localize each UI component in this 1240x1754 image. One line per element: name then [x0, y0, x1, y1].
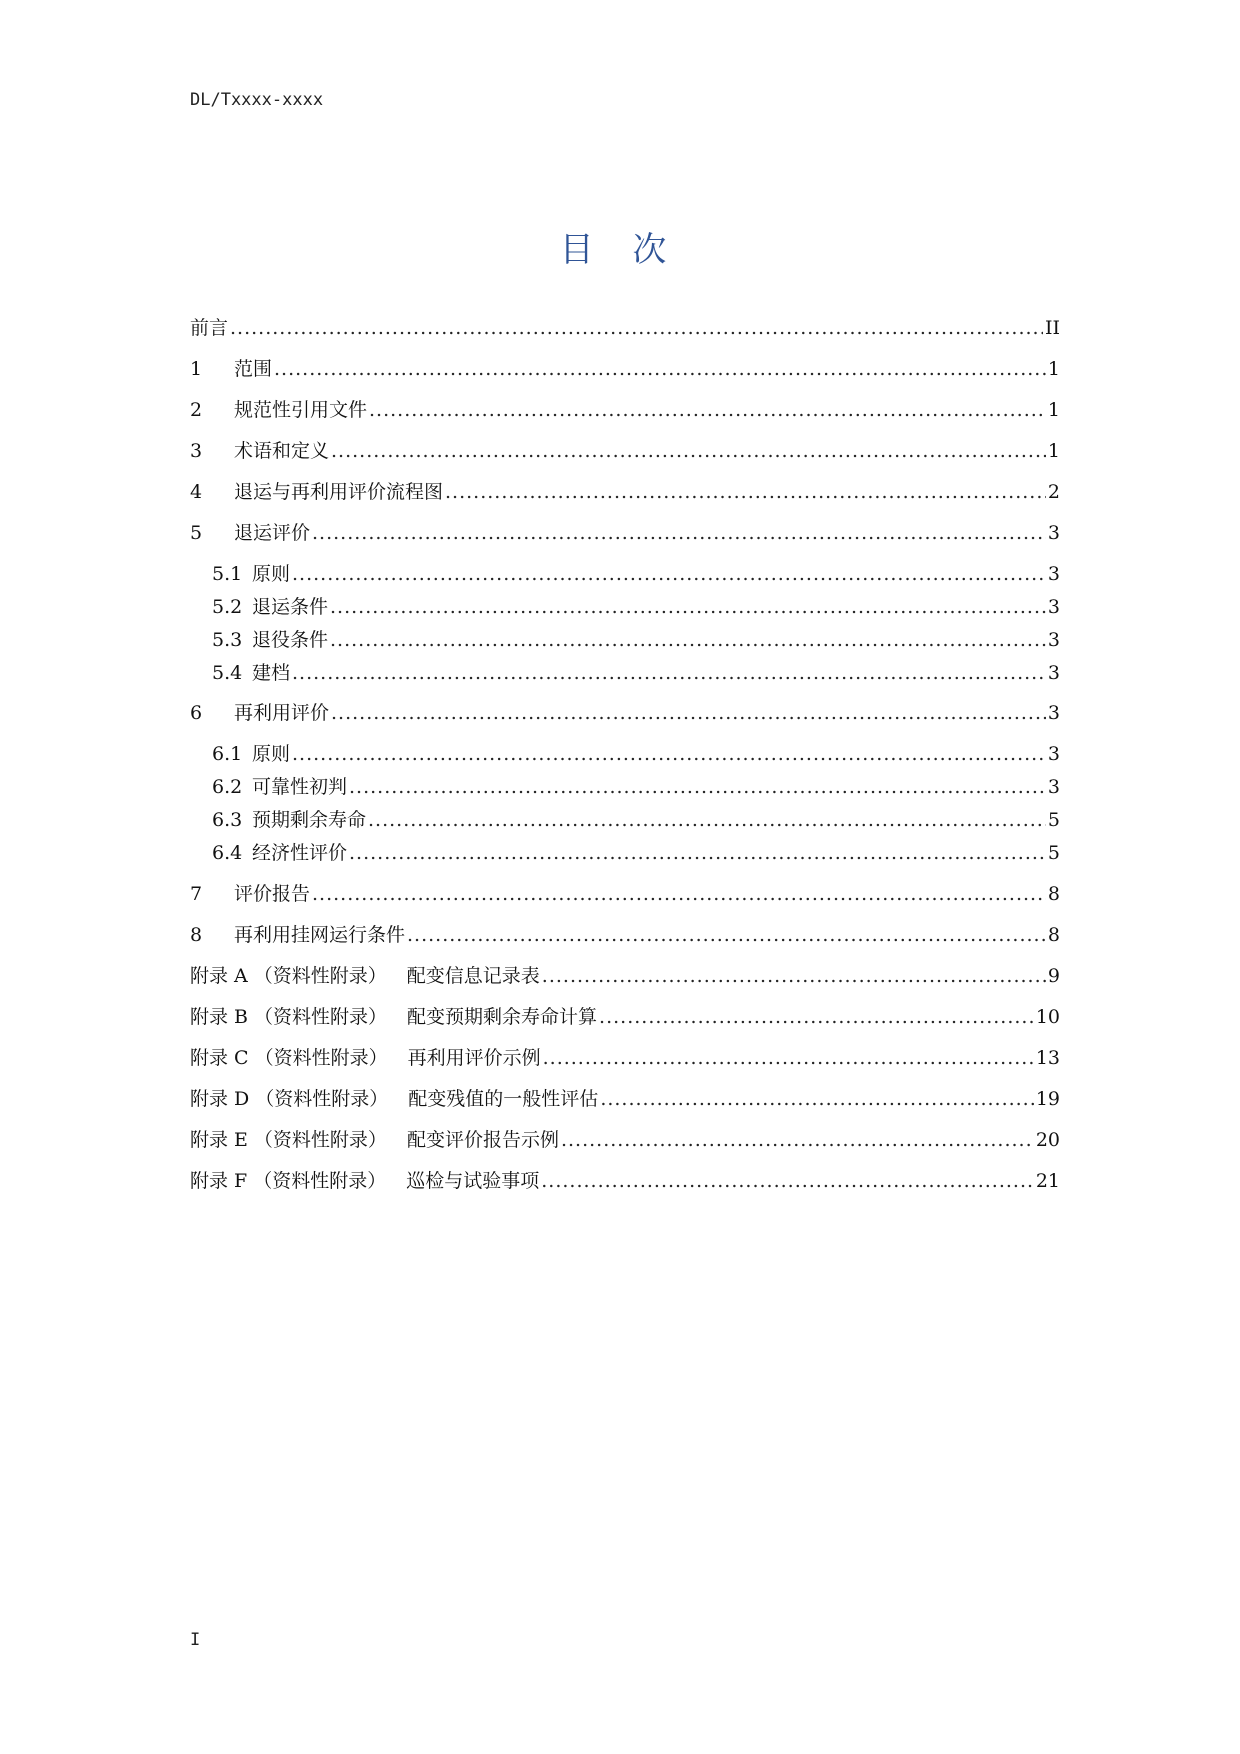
toc-entry-page: 21	[1035, 1170, 1060, 1192]
toc-entry-label: 评价报告	[234, 883, 311, 905]
toc-entry-page: 8	[1047, 924, 1060, 946]
toc-entry-5[interactable]	[190, 520, 1060, 546]
toc-entry-label: 配变信息记录表	[406, 965, 540, 987]
toc-leader-dots	[274, 356, 1046, 382]
toc-leader-dots	[542, 963, 1046, 989]
toc-entry-number: 4	[190, 481, 203, 503]
toc-entry-label: 再利用挂网运行条件	[234, 924, 406, 946]
toc-leader-dots	[292, 741, 1046, 767]
toc-entry-6[interactable]	[190, 700, 1060, 726]
toc-entry-page: 3	[1047, 629, 1060, 651]
toc-entry-number: 1	[190, 358, 203, 380]
toc-leader-dots	[445, 479, 1046, 505]
toc-entry-page: 1	[1047, 399, 1060, 421]
toc-entry-page: 3	[1047, 522, 1060, 544]
toc-entry-label: 可靠性初判	[252, 776, 348, 798]
toc-entry-7[interactable]	[190, 881, 1060, 907]
toc-leader-dots	[331, 438, 1046, 464]
toc-entry-appendix-f[interactable]	[190, 1168, 1060, 1194]
toc-entry-appendix-b[interactable]	[190, 1004, 1060, 1030]
toc-leader-dots	[541, 1168, 1034, 1194]
toc-entry-page: 20	[1035, 1129, 1060, 1151]
toc-entry-number: 5.1	[212, 563, 243, 585]
toc-entry-5-1[interactable]	[190, 561, 1060, 587]
toc-leader-dots	[312, 520, 1046, 546]
toc-entry-number: 6.4	[212, 842, 243, 864]
toc-entry-page: 19	[1035, 1088, 1060, 1110]
toc-entry-page: 9	[1047, 965, 1060, 987]
toc-entry-appendix-type: （资料性附录）	[254, 1006, 388, 1028]
toc-entry-appendix-type: （资料性附录）	[253, 1129, 387, 1151]
toc-entry-label: 退运评价	[234, 522, 311, 544]
toc-entry-6-1[interactable]	[190, 741, 1060, 767]
toc-entry-label: 退役条件	[252, 629, 329, 651]
toc-entry-page: 1	[1047, 440, 1060, 462]
toc-entry-page: 8	[1047, 883, 1060, 905]
toc-entry-label: 退运与再利用评价流程图	[234, 481, 444, 503]
toc-leader-dots	[368, 807, 1046, 833]
toc-entry-5-2[interactable]	[190, 594, 1060, 620]
toc-entry-label: 退运条件	[252, 596, 329, 618]
toc-entry-page: 10	[1035, 1006, 1060, 1028]
toc-leader-dots	[331, 700, 1046, 726]
toc-entry-number: 6.2	[212, 776, 243, 798]
toc-entry-number: 5.3	[212, 629, 243, 651]
toc-entry-appendix-type: （资料性附录）	[254, 1047, 388, 1069]
toc-entry-label: 范围	[234, 358, 273, 380]
toc-leader-dots	[561, 1127, 1034, 1153]
toc-entry-number: 6.1	[212, 743, 243, 765]
toc-entry-label: 术语和定义	[234, 440, 330, 462]
toc-entry-label: 规范性引用文件	[234, 399, 368, 421]
toc-entry-appendix-type: （资料性附录）	[253, 965, 387, 987]
document-code: DL/Txxxx-xxxx	[190, 90, 324, 110]
toc-entry-label: 巡检与试验事项	[406, 1170, 540, 1192]
toc-entry-number: 6.3	[212, 809, 243, 831]
toc-entry-6-2[interactable]	[190, 774, 1060, 800]
toc-leader-dots	[292, 561, 1046, 587]
toc-entry-4[interactable]	[190, 479, 1060, 505]
toc-leader-dots	[330, 627, 1046, 653]
toc-entry-label: 配变预期剩余寿命计算	[407, 1006, 598, 1028]
toc-entry-6-3[interactable]	[190, 807, 1060, 833]
toc-entry-3[interactable]	[190, 438, 1060, 464]
toc-entry-page: 2	[1047, 481, 1060, 503]
toc-entry-appendix-type: （资料性附录）	[255, 1088, 389, 1110]
toc-leader-dots	[230, 315, 1043, 341]
toc-entry-number: 2	[190, 399, 203, 421]
toc-entry-label: 再利用评价	[234, 702, 330, 724]
table-of-contents	[190, 0, 1060, 1754]
toc-entry-5-3[interactable]	[190, 627, 1060, 653]
toc-entry-page: 5	[1047, 842, 1060, 864]
toc-entry-appendix-e[interactable]	[190, 1127, 1060, 1153]
toc-entry-2[interactable]	[190, 397, 1060, 423]
toc-entry-1[interactable]	[190, 356, 1060, 382]
toc-entry-page: 3	[1047, 662, 1060, 684]
toc-entry-label: 前言	[190, 317, 229, 339]
toc-entry-page: 13	[1035, 1047, 1060, 1069]
toc-entry-appendix-c[interactable]	[190, 1045, 1060, 1071]
toc-leader-dots	[292, 660, 1046, 686]
toc-leader-dots	[543, 1045, 1034, 1071]
toc-leader-dots	[600, 1086, 1034, 1112]
toc-entry-page: II	[1044, 317, 1060, 339]
toc-entry-page: 3	[1047, 563, 1060, 585]
toc-entry-8[interactable]	[190, 922, 1060, 948]
toc-entry-label: 建档	[252, 662, 291, 684]
toc-entry-page: 3	[1047, 702, 1060, 724]
toc-leader-dots	[349, 774, 1046, 800]
toc-entry-appendix-a[interactable]	[190, 963, 1060, 989]
toc-entry-appendix-d[interactable]	[190, 1086, 1060, 1112]
toc-leader-dots	[312, 881, 1046, 907]
toc-leader-dots	[349, 840, 1046, 866]
toc-entry-number: 5.2	[212, 596, 243, 618]
toc-entry-6-4[interactable]	[190, 840, 1060, 866]
toc-entry-number: 5	[190, 522, 203, 544]
page-number: I	[190, 1630, 201, 1650]
toc-entry-label: 配变评价报告示例	[406, 1129, 559, 1151]
toc-entry-number: 8	[190, 924, 203, 946]
toc-entry-label: 配变残值的一般性评估	[408, 1088, 599, 1110]
toc-entry-number: 附录 E	[190, 1129, 248, 1151]
toc-entry-number: 附录 F	[190, 1170, 248, 1192]
toc-entry-label: 预期剩余寿命	[252, 809, 367, 831]
toc-leader-dots	[599, 1004, 1034, 1030]
toc-title: 目 次	[559, 230, 681, 270]
toc-entry-number: 附录 C	[190, 1047, 249, 1069]
toc-entry-appendix-type: （资料性附录）	[253, 1170, 387, 1192]
toc-entry-number: 6	[190, 702, 203, 724]
toc-entry-page: 3	[1047, 596, 1060, 618]
toc-entry-5-4[interactable]	[190, 660, 1060, 686]
toc-entry-number: 5.4	[212, 662, 243, 684]
toc-entry-page: 3	[1047, 776, 1060, 798]
toc-entry-label: 原则	[252, 743, 291, 765]
toc-entry-number: 3	[190, 440, 203, 462]
toc-entry-label: 经济性评价	[252, 842, 348, 864]
toc-entry-page: 3	[1047, 743, 1060, 765]
toc-leader-dots	[369, 397, 1046, 423]
toc-leader-dots	[407, 922, 1046, 948]
toc-entry-page: 1	[1047, 358, 1060, 380]
toc-entry-page: 5	[1047, 809, 1060, 831]
toc-entry-label: 再利用评价示例	[407, 1047, 541, 1069]
toc-entry-number: 附录 D	[190, 1088, 250, 1110]
toc-entry-number: 7	[190, 883, 203, 905]
toc-entry-foreword[interactable]	[190, 315, 1060, 341]
toc-entry-number: 附录 A	[190, 965, 248, 987]
toc-entry-label: 原则	[252, 563, 291, 585]
toc-entry-number: 附录 B	[190, 1006, 249, 1028]
toc-leader-dots	[330, 594, 1046, 620]
